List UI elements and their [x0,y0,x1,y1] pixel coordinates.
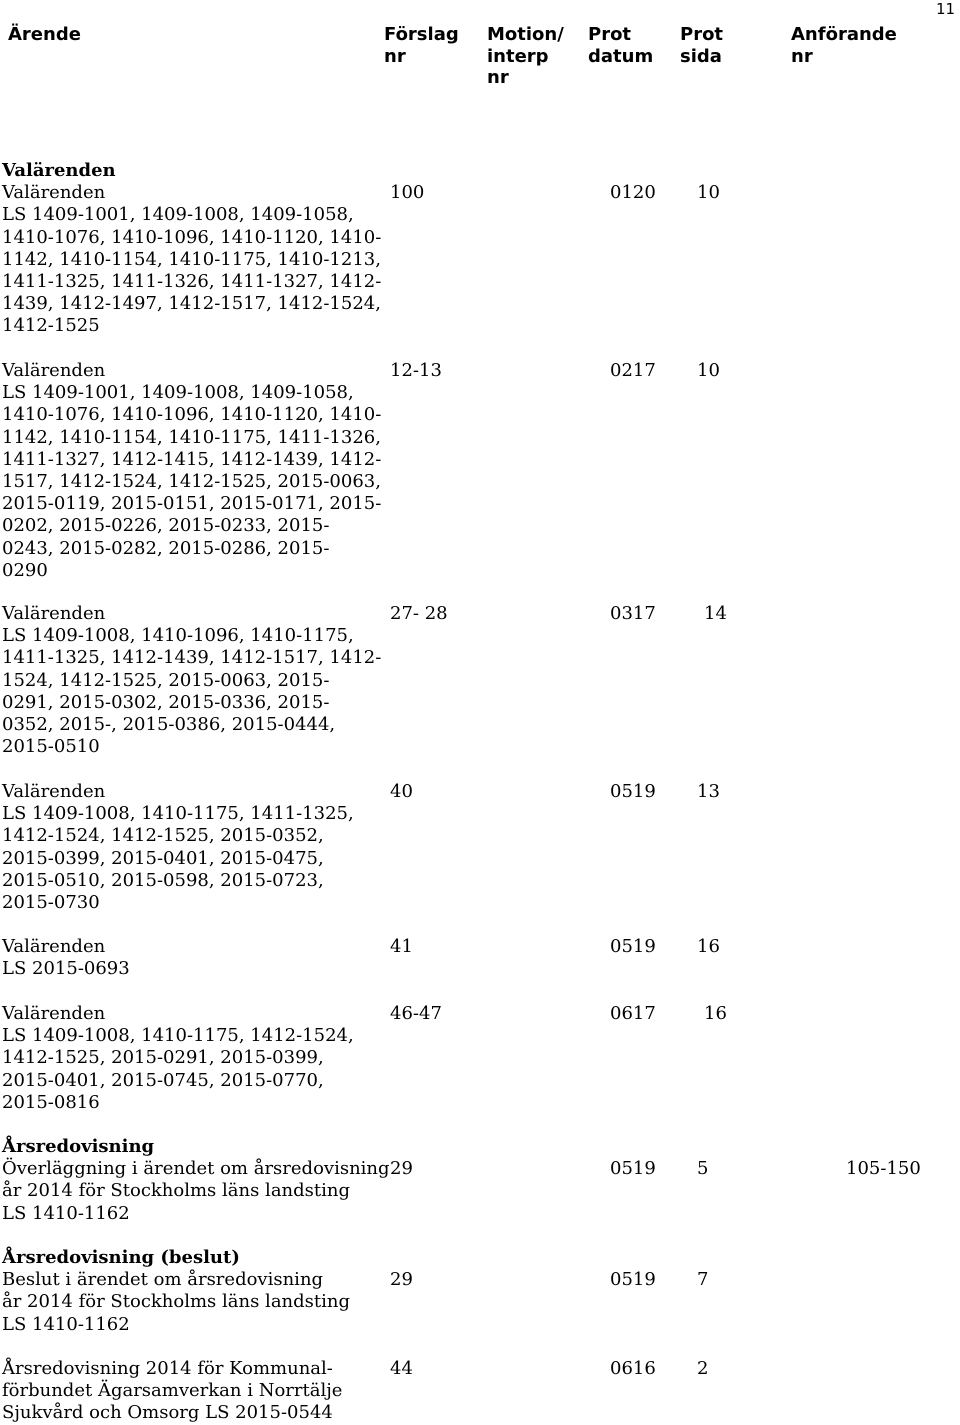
row-line: LS 1410-1162 [2,1202,130,1224]
prot-datum: 0317 [610,603,656,624]
row-line: 1410-1076, 1410-1096, 1410-1120, 1410- [2,226,382,248]
row-line: 2015-0401, 2015-0745, 2015-0770, [2,1069,324,1091]
header-prot-sida-line2: sida [680,45,722,67]
row-line: LS 1410-1162 [2,1313,130,1335]
row-line: Valärenden [2,603,106,624]
row-title-block [2,781,354,914]
row-line: 2015-0119, 2015-0151, 2015-0171, 2015- [2,493,382,515]
row-line: Sjukvård och Omsorg LS 2015-0544 [2,1402,333,1424]
row-line: 1412-1525, 2015-0291, 2015-0399, [2,1047,324,1069]
row-line: LS 1409-1008, 1410-1175, 1412-1524, [2,1025,354,1047]
prot-sida: 10 [697,182,720,203]
row-line: 2015-0816 [2,1091,100,1113]
row-line: 1410-1076, 1410-1096, 1410-1120, 1410- [2,404,382,426]
row-line: 1411-1327, 1412-1415, 1412-1439, 1412- [2,448,382,470]
row-line: Valärenden [2,182,106,204]
prot-datum: 0519 [610,781,656,802]
row-line: 0202, 2015-0226, 2015-0233, 2015- [2,515,330,537]
header-forslag-line2: nr [384,45,406,67]
forslag-nr: 46-47 [390,1003,442,1024]
forslag-nr: 29 [390,1269,413,1290]
row-line: 2015-0510, 2015-0598, 2015-0723, [2,869,324,891]
header-prot-datum-line1: Prot [588,24,632,45]
row-line: Valärenden [2,360,106,381]
row-line: 1412-1525 [2,315,100,337]
section-heading: Årsredovisning (beslut) [2,1247,240,1268]
column-header-anforande [791,24,897,67]
row-line: 2015-0510 [2,736,100,758]
forslag-nr: 40 [390,781,413,802]
prot-datum: 0217 [610,360,656,381]
header-anforande-line2: nr [791,45,813,67]
forslag-nr: 27- 28 [390,603,448,624]
prot-datum: 0519 [610,1158,656,1179]
prot-sida: 5 [697,1158,709,1179]
row-line: 1412-1524, 1412-1525, 2015-0352, [2,825,324,847]
row-line: Överläggning i ärendet om årsredovisning [2,1158,390,1180]
section-heading: Valärenden [2,160,116,181]
forslag-nr: 100 [390,182,425,203]
row-title-block [2,603,381,758]
row-line: 0290 [2,559,48,581]
row-title-block [2,1358,342,1425]
row-line: Årsredovisning 2014 för Kommunal- [2,1358,333,1379]
row-title-block [2,160,381,338]
row-line: år 2014 för Stockholms läns landsting [2,1180,351,1202]
row-line: 1411-1325, 1412-1439, 1412-1517, 1412- [2,647,382,669]
row-title-block [2,1003,354,1114]
prot-datum: 0519 [610,1269,656,1290]
row-line: 1517, 1412-1524, 1412-1525, 2015-0063, [2,471,381,493]
anforande-nr: 105-150 [846,1158,921,1179]
column-header-prot-sida [680,24,723,67]
row-line: Valärenden [2,1003,106,1024]
page-number: 11 [936,0,956,18]
row-line: LS 1409-1001, 1409-1008, 1409-1058, [2,204,354,226]
header-forslag-line1: Förslag [384,24,459,45]
row-line: 1524, 1412-1525, 2015-0063, 2015- [2,669,330,691]
header-prot-sida-line1: Prot [680,24,724,45]
prot-datum: 0617 [610,1003,656,1024]
prot-sida: 16 [697,936,720,957]
forslag-nr: 41 [390,936,413,957]
header-anforande-line1: Anförande [791,24,897,45]
row-line: Valärenden [2,936,106,957]
row-line: år 2014 för Stockholms läns landsting [2,1291,351,1313]
row-line: LS 2015-0693 [2,958,130,980]
row-line: 1411-1325, 1411-1326, 1411-1327, 1412- [2,271,382,293]
row-line: 1142, 1410-1154, 1410-1175, 1410-1213, [2,248,381,270]
row-line: 1439, 1412-1497, 1412-1517, 1412-1524, [2,293,381,315]
column-header-forslag [384,24,459,67]
row-line: LS 1409-1001, 1409-1008, 1409-1058, [2,382,354,404]
row-title-block [2,936,130,980]
header-motion-line1: Motion/ [487,24,564,45]
column-header-arende [8,24,81,46]
prot-sida: 13 [697,781,720,802]
row-title-block [2,1247,350,1336]
row-line: 0291, 2015-0302, 2015-0336, 2015- [2,691,330,713]
row-line: Beslut i ärendet om årsredovisning [2,1269,324,1291]
row-line: 1142, 1410-1154, 1410-1175, 1411-1326, [2,426,381,448]
forslag-nr: 44 [390,1358,413,1379]
prot-sida: 7 [697,1269,709,1290]
prot-datum: 0519 [610,936,656,957]
prot-sida: 2 [697,1358,709,1379]
row-line: 2015-0730 [2,892,100,914]
prot-sida: 14 [704,603,727,624]
row-title-block [2,1136,390,1225]
column-header-prot-datum [588,24,653,67]
row-line: LS 1409-1008, 1410-1175, 1411-1325, [2,803,354,825]
row-line: Valärenden [2,781,106,802]
row-line: LS 1409-1008, 1410-1096, 1410-1175, [2,625,354,647]
header-motion-line2: interp [487,45,549,67]
row-line: 0352, 2015-, 2015-0386, 2015-0444, [2,714,336,736]
forslag-nr: 29 [390,1158,413,1179]
header-arende-text: Ärende [8,24,81,45]
row-line: 0243, 2015-0282, 2015-0286, 2015- [2,537,330,559]
header-prot-datum-line2: datum [588,45,654,67]
prot-sida: 16 [704,1003,727,1024]
forslag-nr: 12-13 [390,360,442,381]
prot-sida: 10 [697,360,720,381]
row-title-block [2,360,381,582]
prot-datum: 0616 [610,1358,656,1379]
prot-datum: 0120 [610,182,656,203]
section-heading: Årsredovisning [2,1136,155,1157]
column-header-motion [487,24,564,89]
header-motion-line3: nr [487,67,509,89]
row-line: 2015-0399, 2015-0401, 2015-0475, [2,847,324,869]
row-line: förbundet Ägarsamverkan i Norrtälje [2,1380,343,1402]
